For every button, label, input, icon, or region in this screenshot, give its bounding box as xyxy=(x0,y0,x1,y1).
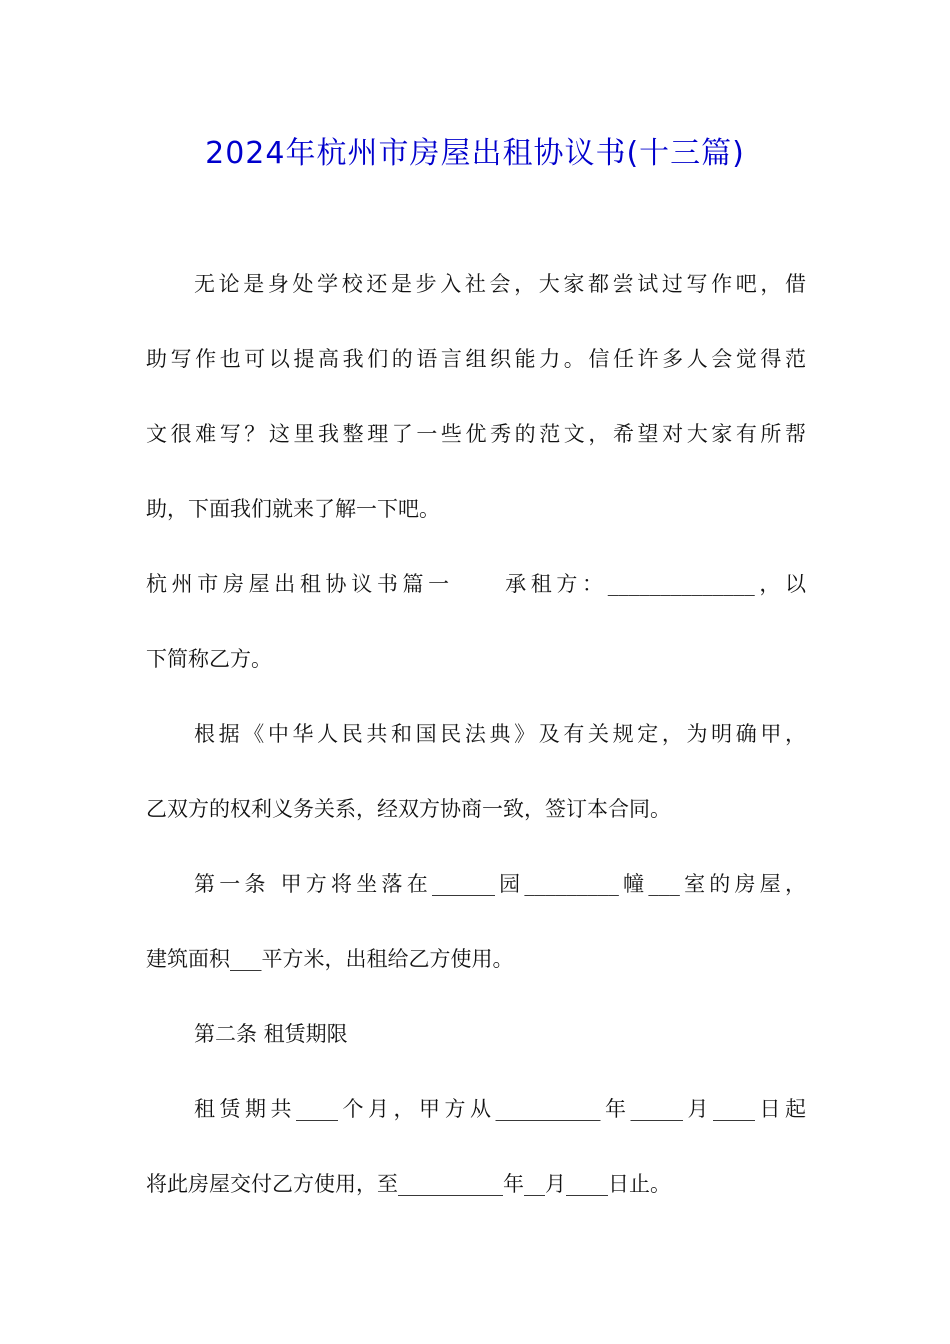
clause-line: 第一条 甲方将坐落在______园_________幢___室的房屋， xyxy=(194,872,806,896)
paragraph-line: 根据《中华人民共和国民法典》及有关规定，为明确甲， xyxy=(194,722,806,746)
clause-line: 建筑面积___平方米，出租给乙方使用。 xyxy=(146,947,514,971)
clause-line: 将此房屋交付乙方使用，至__________年__月____日止。 xyxy=(146,1172,671,1196)
paragraph-line: 助，下面我们就来了解一下吧。 xyxy=(146,497,440,521)
document-title: 2024年杭州市房屋出租协议书(十三篇) xyxy=(205,136,745,171)
paragraph-line: 乙双方的权利义务关系，经双方协商一致，签订本合同。 xyxy=(146,797,671,821)
clause-line: 租赁期共____个月，甲方从__________年_____月____日起 xyxy=(194,1097,806,1121)
paragraph-line: 助写作也可以提高我们的语言组织能力。信任许多人会觉得范 xyxy=(146,347,806,371)
section-heading-line: 杭州市房屋出租协议书篇一 承租方：______________，以 xyxy=(146,572,806,596)
paragraph-line: 无论是身处学校还是步入社会，大家都尝试过写作吧，借 xyxy=(194,272,806,296)
paragraph-line: 文很难写？这里我整理了一些优秀的范文，希望对大家有所帮 xyxy=(146,422,806,446)
paragraph-line: 下简称乙方。 xyxy=(146,647,272,671)
clause-heading: 第二条 租赁期限 xyxy=(194,1022,348,1046)
